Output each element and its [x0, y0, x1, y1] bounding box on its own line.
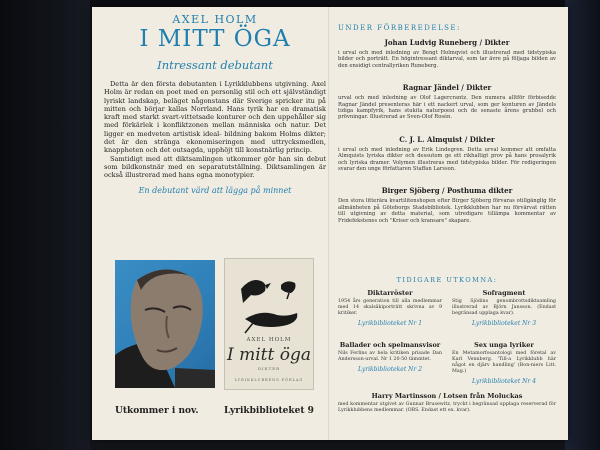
section-heading: UNDER FÖRBEREDELSE: — [338, 24, 461, 32]
portrait-illustration — [115, 260, 215, 388]
entry-body: i urval och med inledning av Erik Lindegren. Detta urval kommer att omfatta Almquists lyriska dikter och dessutom ge ett rikhaltigt prov på hans prosalyrik och lyriska dramer. Volymen illustreras med tidstypiska bilder. För redigeringen svarar den unge författaren Staffan Larsson. — [338, 146, 556, 173]
author-portrait-photo — [115, 260, 215, 388]
entry-title: Birger Sjöberg / Posthuma dikter — [381, 186, 513, 196]
publication-title: Ballader och spelmansvisor — [339, 341, 441, 349]
book-title: I MITT ÖGA — [139, 26, 291, 52]
author-name: AXEL HOLM — [172, 13, 258, 26]
publication-item — [338, 289, 442, 327]
body-text — [104, 80, 326, 180]
bird-illustration — [225, 259, 313, 339]
publication-body: En Metamorfosantologi med företal av Karl Vennberg. 'Till-a Lyrikklubb här något en djärv handling' (Bon-niers Litt. Mag.) — [452, 351, 556, 374]
page-fold — [328, 7, 330, 440]
entry-body: i urval och med inledning av Bengt Holmqvist och illustrerad med tidstypiska bilder och porträtt. En högintressant diktarval, som tar ävre på följaga bilden av den ensidigt centrallyriken Runeberg. — [338, 50, 556, 69]
publication-title: Diktarröster — [367, 289, 413, 297]
publication-body: med kommentar utgivet av Gunnar Brusewitz, tryckt i begränsad upplaga reserverad för Lyrikklubbens medlemmar. (OBS. Endast ett ex. kvar). — [338, 402, 556, 413]
publication-body: 1954 års generation till alla medlemmar med 14 skalsäkiporträtt skrivna av 9 kritiker. — [338, 299, 442, 316]
publication-series: Lyrikbiblioteket Nr 4 — [471, 378, 537, 385]
publication-series: Lyrikbiblioteket Nr 3 — [471, 320, 537, 327]
tagline: En debutant värd att lägga på minnet — [138, 185, 292, 195]
release-date: Utkommer i nov. — [115, 406, 199, 416]
cover-author: AXEL HOLM — [246, 337, 292, 343]
entry-title: C. J. L. Almquist / Dikter — [399, 134, 495, 144]
book-cover — [224, 258, 314, 390]
body-paragraph: Detta är den första debutanten i Lyrikklubbens utgivning. Axel Holm är redan en poet med en personlig stil och ett självständigt lyriskt landskap, beläget någonstans där Sverige spricker itu på mitten och börjar kallas Norrland. Hans tyrik har en dramatisk kraft med starkt svart-vittetsade konturer och den uppehåller sig med förkärlek i konfliktzonen mellan människa och natur. Det ligger en medveten artistisk ideal- bildning bakom Holms dikter; det är den stränga ekonomiseringen med uttrycksmedlen, knappheten och det outsagda, upphöjt till konstnärlig princip. — [104, 80, 326, 155]
series-label: Lyrikbiblioteket 9 — [224, 406, 314, 416]
entry-body: urval och med inledning av Olof Lagercrantz. Den numera alltför förbisedde Ragnar Jändel presenteras här i ett nackert urval, som ger konturen av Jändels tidiga kampfyrik, hans stukita naturpoesi och de senaste årens grubbel och prövningar. Illustrerad av Sven-Olof Rosén. — [338, 95, 556, 121]
entry-body: Den stora litterära kvartilitenshopen efter Birger Sjöberg förvaras otillgänglig för allmänheten på Göteborgs Stadsbibliotek. Lyrikklubben har nu förvärvat rätten till utgivning av detta material, som utredigare tillämpa kommentar av Fridefekstenes och "Kriser och kransare" skapare. — [338, 198, 556, 224]
publication-series: Lyrikbiblioteket Nr 2 — [357, 366, 423, 373]
entry-title: Ragnar Jändel / Dikter — [402, 83, 492, 93]
left-page — [104, 12, 326, 195]
entry-title: Johan Ludvig Runeberg / Dikter — [384, 38, 510, 47]
publication-item — [338, 341, 442, 373]
publication-title: Sofragment — [482, 289, 526, 297]
publication-title: Sex unga lyriker — [474, 341, 534, 349]
publication-item — [452, 289, 556, 327]
publication-item — [452, 341, 556, 385]
right-page — [338, 24, 556, 224]
publication-title: Harry Martinsson / Lotsen från Moluckas — [371, 392, 523, 400]
body-paragraph: Samtidigt med att diktsamlingen utkommer gör han sin debut som bildkonstnär med en separatutställning. Diktsamlingen är också illustrerad med hans egna monotypier. — [104, 154, 326, 180]
book-subtitle: Intressant debutant — [157, 58, 273, 72]
publication-item-final — [338, 392, 556, 414]
background-left — [0, 0, 90, 450]
publication-body: Stig Sjödins genombrottsdiktsamling illustrerad av Björn Jansson. (Endast begränsad upplaga kvar). — [452, 299, 556, 316]
publication-body: Nils Ferlins av hela kritiken prisade Dan Andersson-urval. Nr 1 20-50 tämmtet. — [338, 351, 442, 362]
cover-subtitle: DIKTER — [257, 366, 281, 371]
previous-heading: TIDIGARE UTKOMNA: — [396, 276, 498, 284]
publication-series: Lyrikbiblioteket Nr 1 — [357, 320, 423, 327]
cover-publisher: LYRIKKLUBBENS FÖRLAG — [234, 378, 304, 382]
background-right — [565, 0, 600, 450]
cover-title: I mitt öga — [227, 345, 311, 365]
